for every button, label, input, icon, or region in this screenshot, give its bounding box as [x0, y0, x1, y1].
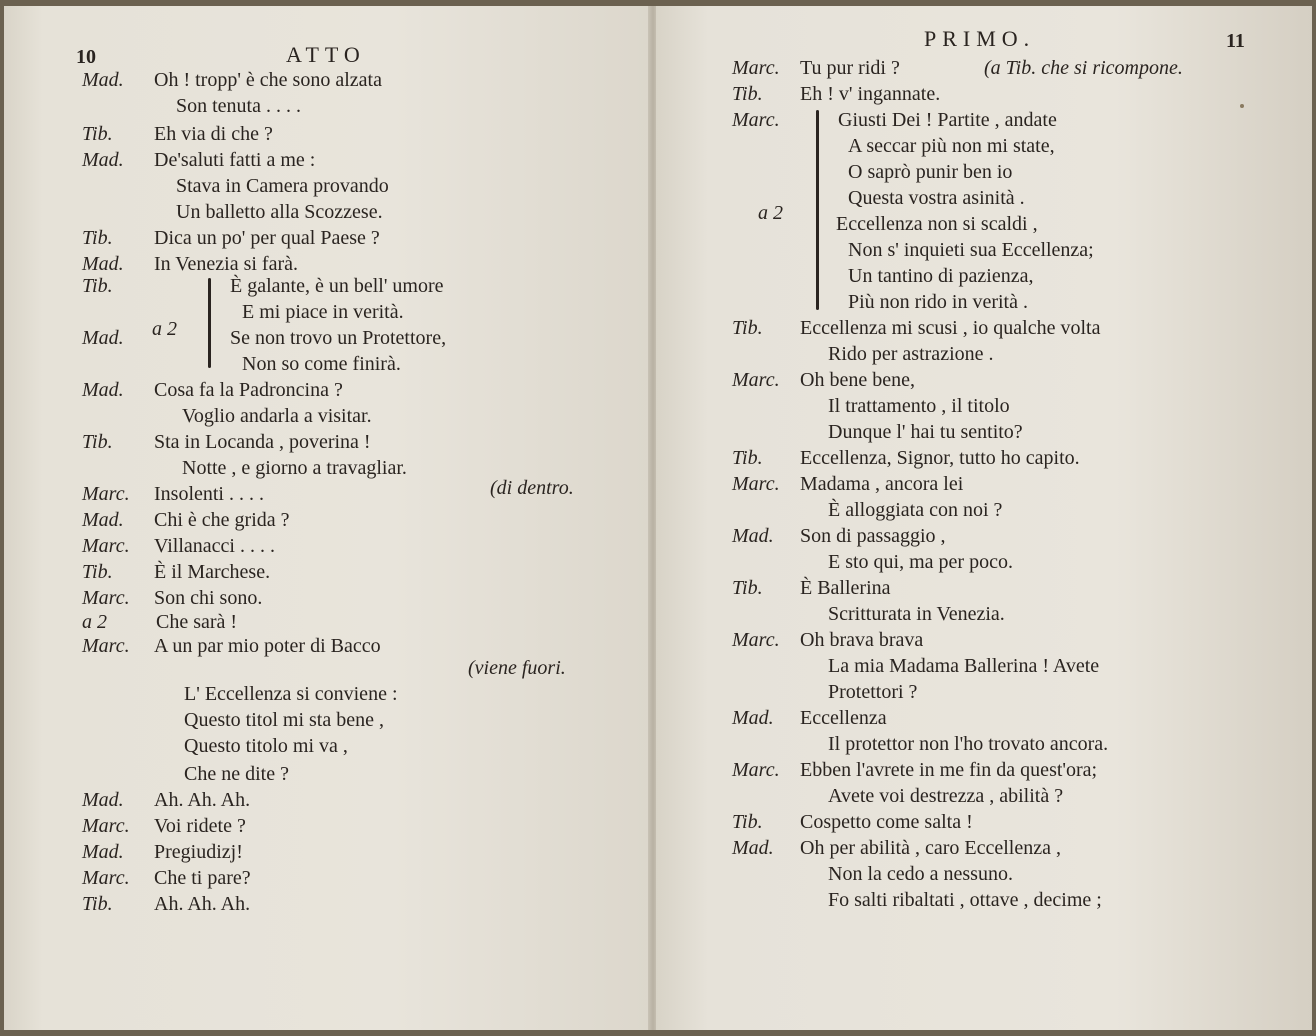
- verse-line: L' Eccellenza si conviene :: [184, 683, 398, 705]
- verse-line: Un balletto alla Scozzese.: [176, 201, 383, 223]
- verse-line: E mi piace in verità.: [242, 301, 404, 323]
- verse-line: Son tenuta . . . .: [176, 95, 301, 117]
- verse-line: Oh ! tropp' è che sono alzata: [154, 69, 382, 91]
- verse-line: Non so come finirà.: [242, 353, 401, 375]
- speaker-name: Tib.: [82, 893, 113, 915]
- ink-spot: [1240, 104, 1244, 108]
- speaker-name: Marc.: [732, 473, 780, 495]
- speaker-name: Mad.: [82, 789, 124, 811]
- verse-line: Giusti Dei ! Partite , andate: [838, 109, 1057, 131]
- speaker-name: Mad.: [732, 707, 774, 729]
- verse-line: In Venezia si farà.: [154, 253, 299, 275]
- speaker-name: Mad.: [732, 525, 774, 547]
- verse-line: Sta in Locanda , poverina !: [154, 431, 371, 453]
- verse-line: Eccellenza mi scusi , io qualche volta: [800, 317, 1101, 339]
- speaker-name: Mad.: [82, 327, 124, 349]
- speaker-name: Marc.: [82, 815, 130, 837]
- a2-label: a 2: [152, 318, 177, 340]
- verse-line: Non la cedo a nessuno.: [828, 863, 1013, 885]
- verse-line: Chi è che grida ?: [154, 509, 290, 531]
- verse-line: Tu pur ridi ?: [800, 57, 900, 79]
- speaker-name: Marc.: [82, 587, 130, 609]
- speaker-name: Tib.: [732, 83, 763, 105]
- verse-line: Dunque l' hai tu sentito?: [828, 421, 1023, 443]
- speaker-name: Mad.: [82, 149, 124, 171]
- speaker-name: Marc.: [82, 635, 130, 657]
- verse-line: Protettori ?: [828, 681, 918, 703]
- verse-line: Villanacci . . . .: [154, 535, 275, 557]
- verse-line: Stava in Camera provando: [176, 175, 389, 197]
- verse-line: Eh ! v' ingannate.: [800, 83, 941, 105]
- verse-line: Rido per astrazione .: [828, 343, 994, 365]
- verse-line: La mia Madama Ballerina ! Avete: [828, 655, 1100, 677]
- verse-line: Cospetto come salta !: [800, 811, 973, 833]
- speaker-name: Mad.: [82, 69, 124, 91]
- running-head: ATTO: [286, 42, 366, 67]
- verse-line: Eh via di che ?: [154, 123, 273, 145]
- brace: [208, 278, 211, 368]
- speaker-name: Marc.: [82, 535, 130, 557]
- verse-line: Non s' inquieti sua Eccellenza;: [848, 239, 1094, 261]
- verse-line: Che sarà !: [156, 611, 238, 633]
- speaker-name: Tib.: [82, 275, 113, 297]
- verse-line: Pregiudizj!: [154, 841, 243, 863]
- verse-line: Questo titol mi sta bene ,: [184, 709, 384, 731]
- verse-line: Fo salti ribaltati , ottave , decime ;: [828, 889, 1102, 911]
- speaker-name: Tib.: [82, 431, 113, 453]
- verse-line: Madama , ancora lei: [800, 473, 964, 495]
- verse-line: Più non rido in verità .: [848, 291, 1028, 313]
- verse-line: Questa vostra asinità .: [848, 187, 1025, 209]
- speaker-name: Mad.: [82, 379, 124, 401]
- verse-line: Oh bene bene,: [800, 369, 915, 391]
- speaker-name: Marc.: [732, 369, 780, 391]
- verse-line: Scritturata in Venezia.: [828, 603, 1005, 625]
- running-head: PRIMO.: [924, 26, 1036, 51]
- speaker-name: Mad.: [82, 509, 124, 531]
- speaker-name: Tib.: [732, 317, 763, 339]
- verse-line: Eccellenza: [800, 707, 887, 729]
- verse-line: Son di passaggio ,: [800, 525, 946, 547]
- stage-direction: (di dentro.: [490, 477, 574, 499]
- verse-line: Dica un po' per qual Paese ?: [154, 227, 380, 249]
- left-page: [4, 6, 652, 1030]
- speaker-name: Marc.: [732, 759, 780, 781]
- verse-line: Ebben l'avrete in me fin da quest'ora;: [800, 759, 1098, 781]
- verse-line: Eccellenza non si scaldi ,: [836, 213, 1038, 235]
- speaker-name: Marc.: [732, 629, 780, 651]
- speaker-name: Tib.: [732, 447, 763, 469]
- page-number: 11: [1226, 30, 1245, 52]
- verse-line: Se non trovo un Protettore,: [230, 327, 447, 349]
- speaker-name: Tib.: [82, 227, 113, 249]
- verse-line: Oh per abilità , caro Eccellenza ,: [800, 837, 1061, 859]
- verse-line: È alloggiata con noi ?: [828, 499, 1003, 521]
- verse-line: Notte , e giorno a travagliar.: [182, 457, 407, 479]
- verse-line: De'saluti fatti a me :: [154, 149, 316, 171]
- verse-line: È il Marchese.: [154, 561, 271, 583]
- verse-line: Un tantino di pazienza,: [848, 265, 1034, 287]
- verse-line: È Ballerina: [800, 577, 891, 599]
- page-number: 10: [76, 46, 96, 68]
- verse-line: Avete voi destrezza , abilità ?: [828, 785, 1064, 807]
- verse-line: Eccellenza, Signor, tutto ho capito.: [800, 447, 1080, 469]
- speaker-name: Tib.: [732, 577, 763, 599]
- verse-line: Questo titolo mi va ,: [184, 735, 348, 757]
- verse-line: E sto qui, ma per poco.: [828, 551, 1013, 573]
- speaker-name: Mad.: [732, 837, 774, 859]
- speaker-name: Tib.: [82, 561, 113, 583]
- speaker-name: Marc.: [82, 867, 130, 889]
- brace: [816, 110, 819, 310]
- speaker-name: Marc.: [732, 109, 780, 131]
- verse-line: A seccar più non mi state,: [848, 135, 1055, 157]
- verse-line: Oh brava brava: [800, 629, 924, 651]
- verse-line: A un par mio poter di Bacco: [154, 635, 381, 657]
- verse-line: È galante, è un bell' umore: [230, 275, 444, 297]
- stage-direction: (viene fuori.: [468, 657, 566, 679]
- verse-line: Voi ridete ?: [154, 815, 246, 837]
- a2-label: a 2: [758, 202, 783, 224]
- speaker-name: Tib.: [732, 811, 763, 833]
- right-page: [656, 6, 1312, 1030]
- verse-line: Cosa fa la Padroncina ?: [154, 379, 343, 401]
- verse-line: Son chi sono.: [154, 587, 263, 609]
- speaker-name: Marc.: [82, 483, 130, 505]
- stage-direction: (a Tib. che si ricompone.: [984, 57, 1183, 79]
- verse-line: Voglio andarla a visitar.: [182, 405, 372, 427]
- speaker-name: Mad.: [82, 253, 124, 275]
- speaker-name: Tib.: [82, 123, 113, 145]
- verse-line: Il trattamento , il titolo: [828, 395, 1010, 417]
- verse-line: Che ti pare?: [154, 867, 251, 889]
- verse-line: Insolenti . . . .: [154, 483, 264, 505]
- speaker-name: a 2: [82, 611, 107, 633]
- verse-line: O saprò punir ben io: [848, 161, 1013, 183]
- speaker-name: Marc.: [732, 57, 780, 79]
- verse-line: Il protettor non l'ho trovato ancora.: [828, 733, 1109, 755]
- verse-line: Che ne dite ?: [184, 763, 289, 785]
- verse-line: Ah. Ah. Ah.: [154, 893, 251, 915]
- verse-line: Ah. Ah. Ah.: [154, 789, 251, 811]
- speaker-name: Mad.: [82, 841, 124, 863]
